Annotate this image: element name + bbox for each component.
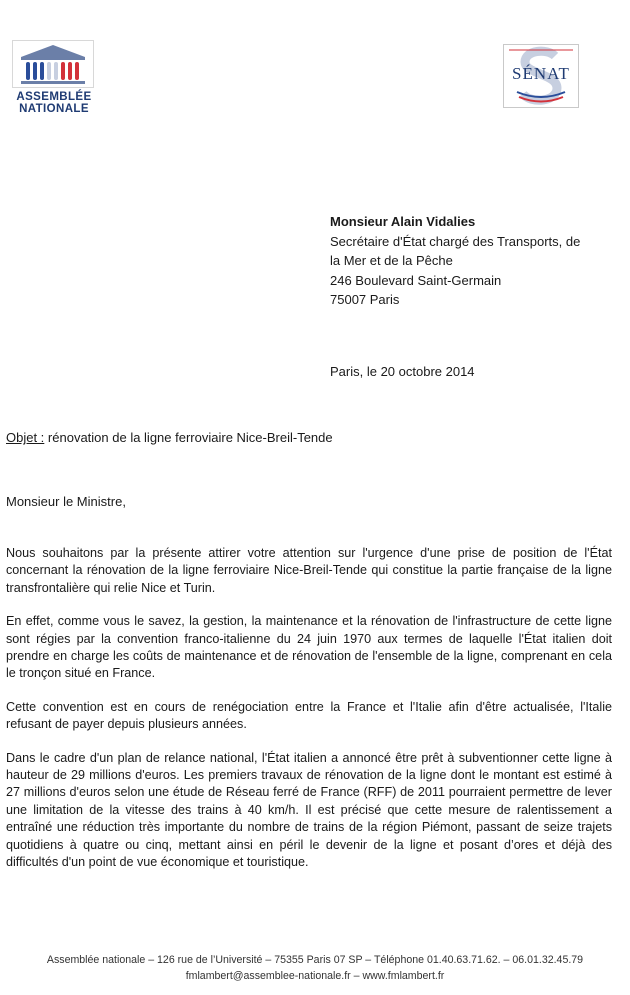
recipient-name: Monsieur Alain Vidalies [330,214,476,229]
parliament-building-icon [12,40,94,88]
subject-label: Objet : [6,430,45,445]
letter-footer [0,953,630,984]
senat-logo-text: SÉNAT [512,64,570,83]
footer-contact: fmlambert@assemblee-nationale.fr – www.fmlambert.fr [185,969,445,982]
recipient-address [330,212,620,310]
assemblee-nationale-logo [12,40,96,115]
senat-logo [503,44,579,108]
subject-text: rénovation de la ligne ferroviaire Nice-Breil-Tende [47,430,333,445]
letter-date: Paris, le 20 octobre 2014 [330,364,475,379]
body-paragraph: Cette convention est en cours de renégociation entre la France et l'Italie afin d'être actualisée, l'Italie refusant de payer depuis plusieurs années. [6,699,612,732]
recipient-line: la Mer et de la Pêche [330,253,453,268]
an-logo-line1: ASSEMBLÉE [16,91,92,103]
letter-body [6,545,612,888]
recipient-line: Secrétaire d'État chargé des Transports, de [330,233,581,249]
salutation: Monsieur le Ministre, [6,494,126,509]
body-paragraph: Dans le cadre d'un plan de relance national, l'État italien a annoncé être prêt à subventionner cette ligne à hauteur de 29 millions d'euros. Les premiers travaux de rénovation de la ligne dont le montant est estimé à 27 millions d'euros selon une étude de Réseau ferré de France (RFF) de 2011 pourraient permettre de lever une limitation de la vitesse des trains à 40 km/h. Il est précisé que cette mesure de ralentissement a entraîné une réduction très importante du nombre de trains de la région Piémont, passant de seize trajets quotidiens à quatre ou cinq, mettant ainsi en péril le devenir de la ligne et posant d’ores et déjà des difficultés d'un point de vue économique et touristique. [6,750,612,870]
subject-line [6,430,333,445]
body-paragraph: Nous souhaitons par la présente attirer votre attention sur l'urgence d'une prise de position de l'État concernant la rénovation de la ligne ferroviaire Nice-Breil-Tende qui constitue la partie française de la ligne transfrontalière qui relie Nice et Turin. [6,546,612,595]
an-logo-line2: NATIONALE [19,103,89,115]
body-paragraph: En effet, comme vous le savez, la gestion, la maintenance et la rénovation de l'infrastructure de cette ligne sont régies par la convention franco-italienne du 24 juin 1970 aux termes de laquelle l'État italien doit prendre en charge les coûts de maintenance et de rénovation de l'ensemble de la ligne, comprenant en cela le tronçon situé en France. [6,614,612,681]
footer-address: Assemblée nationale – 126 rue de l’Université – 75355 Paris 07 SP – Téléphone 01.40.63.71.62. – 06.01.32.45.79 [46,954,584,966]
recipient-line: 75007 Paris [330,292,400,307]
recipient-line: 246 Boulevard Saint-Germain [330,272,502,288]
